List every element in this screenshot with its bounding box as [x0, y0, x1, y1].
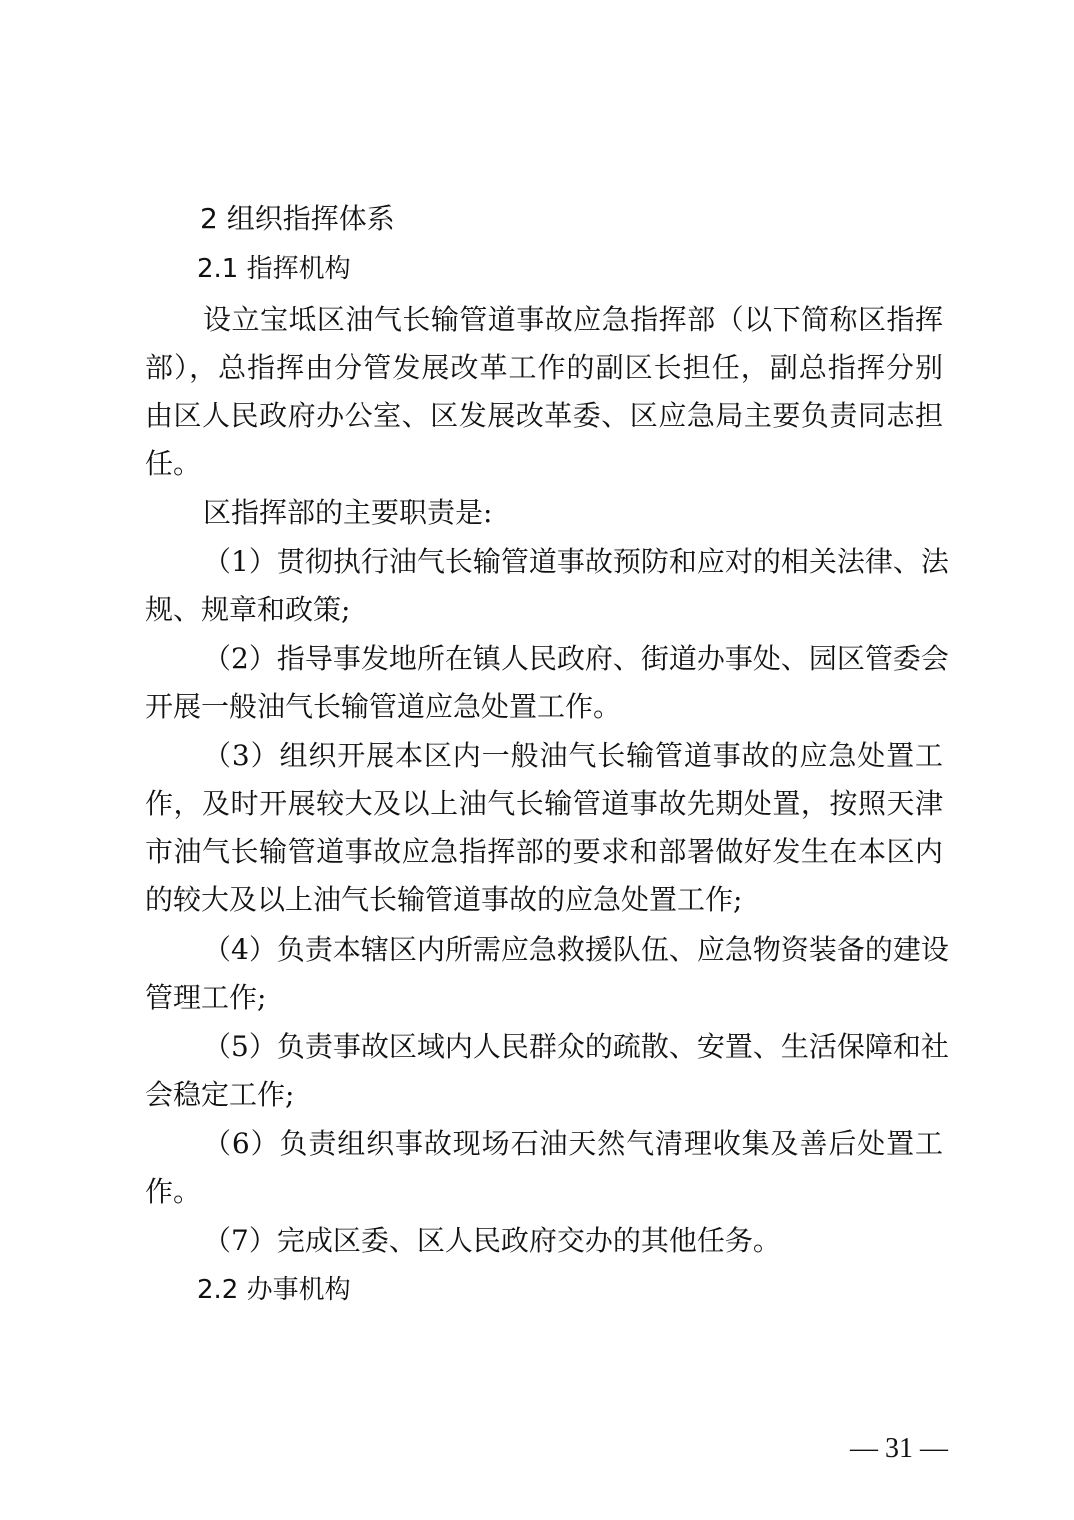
paragraph-line: 由区人民政府办公室、区发展改革委、区应急局主要负责同志担 — [145, 399, 943, 432]
duty-item-line: 作，及时开展较大及以上油气长输管道事故先期处置，按照天津 — [145, 787, 943, 820]
duty-item-line: 的较大及以上油气长输管道事故的应急处置工作; — [145, 883, 743, 916]
duty-item-line: 规、规章和政策; — [145, 593, 351, 626]
duty-item-line: （6）负责组织事故现场石油天然气清理收集及善后处置工 — [203, 1127, 943, 1160]
paragraph-line: 设立宝坻区油气长输管道事故应急指挥部（以下简称区指挥 — [203, 303, 943, 336]
duty-item-line: （3）组织开展本区内一般油气长输管道事故的应急处置工 — [203, 739, 943, 772]
section-heading: 2 组织指挥体系 — [200, 202, 395, 235]
subsection-heading-2-2: 2.2 办事机构 — [197, 1275, 351, 1305]
duty-item-line: （5）负责事故区域内人民群众的疏散、安置、生活保障和社 — [203, 1030, 949, 1063]
duty-item-line: 市油气长输管道事故应急指挥部的要求和部署做好发生在本区内 — [145, 835, 943, 868]
paragraph-line: 部），总指挥由分管发展改革工作的副区长担任，副总指挥分别 — [145, 351, 943, 384]
duty-item-line: 作。 — [145, 1175, 202, 1208]
duty-item-line: 管理工作; — [145, 981, 267, 1014]
paragraph-line: 任。 — [145, 447, 202, 480]
duty-item-line: 开展一般油气长输管道应急处置工作。 — [145, 690, 622, 723]
duty-item-line: 会稳定工作; — [145, 1078, 295, 1111]
duty-item-line: （7）完成区委、区人民政府交办的其他任务。 — [203, 1224, 781, 1257]
duties-intro: 区指挥部的主要职责是: — [203, 496, 493, 529]
page-number: — 31 — — [850, 1433, 948, 1464]
duty-item-line: （1）贯彻执行油气长输管道事故预防和应对的相关法律、法 — [203, 545, 949, 578]
subsection-heading-2-1: 2.1 指挥机构 — [197, 254, 351, 284]
duty-item-line: （4）负责本辖区内所需应急救援队伍、应急物资装备的建设 — [203, 933, 949, 966]
duty-item-line: （2）指导事发地所在镇人民政府、街道办事处、园区管委会 — [203, 642, 949, 675]
